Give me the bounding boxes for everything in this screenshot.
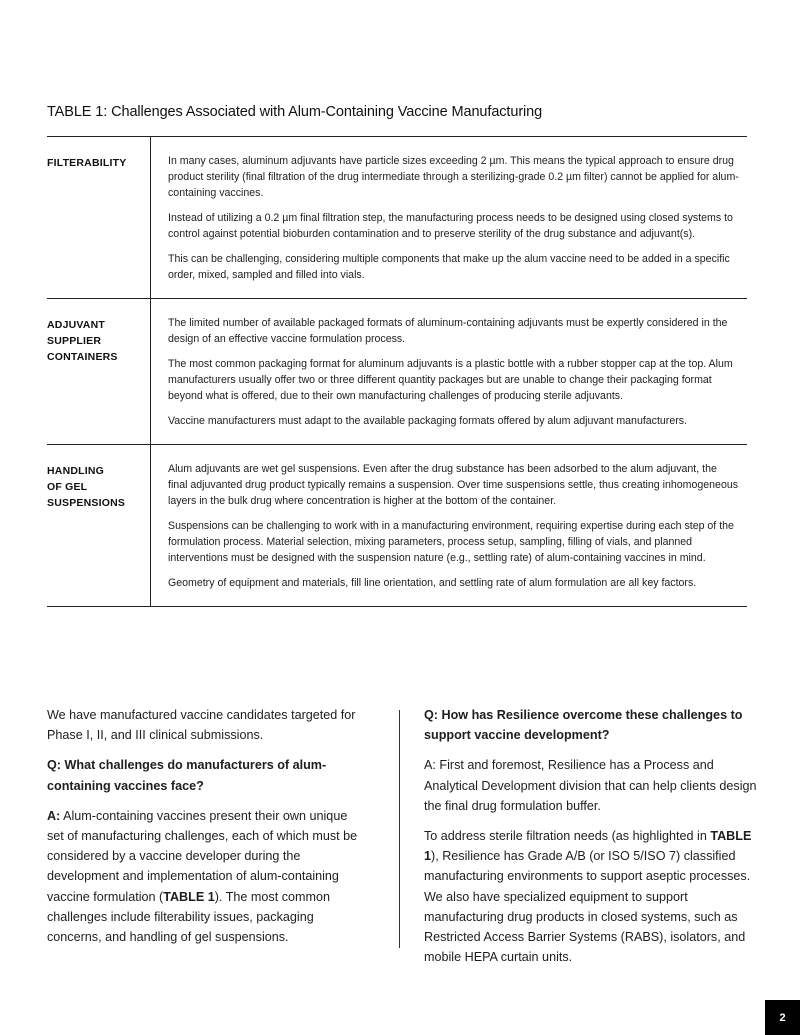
column-divider — [399, 710, 400, 948]
row-label — [47, 137, 150, 298]
page-number: 2 — [765, 1000, 800, 1035]
question-1: Q: What challenges do manufacturers of alum-containing vaccines face? — [47, 758, 327, 793]
answer-text: ). The most common challenges include filterability issues, packaging concerns, and handling of gel suspensions. — [47, 889, 330, 945]
question-2: Q: How has Resilience overcome these challenges to support vaccine development? — [424, 708, 743, 743]
row-body — [150, 299, 747, 444]
table-title: TABLE 1: Challenges Associated with Alum-Containing Vaccine Manufacturing — [47, 104, 543, 120]
answer-prefix: A: — [47, 808, 61, 823]
row-paragraph: In many cases, aluminum adjuvants have particle sizes exceeding 2 µm. This means the typical approach to ensure drug product sterility (final filtration of the drug intermediate through a sterilizing-grade 0.2 µm filter) cannot be applied for alum-containing vaccines. — [168, 155, 739, 199]
row-paragraph: The most common packaging format for aluminum adjuvants is a plastic bottle with a rubber stopper cap at the top. Alum manufacturers usually offer two or three different quantity packages but are unable to change their packaging format beyond what is offered, due to their own manufacturing challenges of producing sterile adjuvants. — [168, 358, 733, 402]
table-row — [47, 445, 747, 607]
answer-text: Alum-containing vaccines present their own unique set of manufacturing challenges, each of which must be considered by a vaccine developer during the development and implementation of alum-containing vaccine formulation ( — [47, 808, 358, 904]
intro-paragraph: We have manufactured vaccine candidates targeted for Phase I, II, and III clinical submissions. — [47, 708, 356, 743]
row-paragraph: Instead of utilizing a 0.2 µm final filtration step, the manufacturing process needs to be designed using closed systems to control against potential bioburden contamination and to preserve sterility of the drug substance and adjuvant(s). — [168, 212, 733, 240]
row-paragraph: Vaccine manufacturers must adapt to the available packaging formats offered by alum adjuvant manufacturers. — [168, 415, 687, 427]
row-paragraph: The limited number of available packaged formats of aluminum-containing adjuvants must be expertly considered in the design of an effective vaccine formulation process. — [168, 317, 728, 345]
row-body — [150, 137, 747, 298]
row-paragraph: Geometry of equipment and materials, fill line orientation, and settling rate of alum formulation are all key factors. — [168, 577, 697, 589]
row-label-line: FILTERABILITY — [47, 157, 127, 169]
answer-2: A: First and foremost, Resilience has a Process and Analytical Development division that can help clients design the final drug formulation buffer. — [424, 758, 757, 813]
filtration-paragraph — [424, 826, 759, 967]
row-label-line: OF GEL — [47, 481, 88, 493]
row-paragraph: This can be challenging, considering multiple components that make up the alum vaccine need to be added in a specific order, mixed, sampled and filled into vials. — [168, 253, 730, 281]
row-body — [150, 445, 747, 606]
row-label — [47, 445, 150, 606]
table-reference: TABLE 1 — [163, 889, 215, 904]
table-row — [47, 299, 747, 445]
left-column — [47, 705, 365, 957]
row-label-line: SUSPENSIONS — [47, 497, 126, 509]
right-column — [424, 705, 759, 977]
paragraph-text: ), Resilience has Grade A/B (or ISO 5/ISO 7) classified manufacturing environments to support aseptic processes. We also have specialized equipment to support manufacturing drug products in closed systems, such as Restricted Access Barrier Systems (RABS), isolators, and mobile HEPA curtain units. — [424, 849, 751, 965]
row-paragraph: Suspensions can be challenging to work with in a manufacturing environment, requiring expertise during each step of the formulation process. Material selection, mixing parameters, process setup, sampling, filling of vials, and planned interventions must be designed with the suspension nature (e.g., settling rate) of alum-containing vaccines in mind. — [168, 520, 734, 564]
table-reference: TABLE 1 — [424, 829, 752, 864]
row-label-line: ADJUVANT — [47, 319, 105, 331]
row-paragraph: Alum adjuvants are wet gel suspensions. Even after the drug substance has been adsorbed to the alum adjuvant, the final adjuvanted drug product typically remains a suspension. Over time suspensions settle, thus creating inhomogeneous layers in the bulk drug where concentration is higher at the bottom of the container. — [168, 463, 739, 507]
row-label-line: SUPPLIER — [47, 335, 102, 347]
paragraph-text: To address sterile filtration needs (as highlighted in — [424, 829, 711, 844]
table-row — [47, 137, 747, 299]
row-label-line: HANDLING — [47, 465, 105, 477]
row-label-line: CONTAINERS — [47, 351, 118, 363]
row-label — [47, 299, 150, 444]
challenges-table — [47, 136, 747, 607]
answer-1 — [47, 806, 365, 947]
